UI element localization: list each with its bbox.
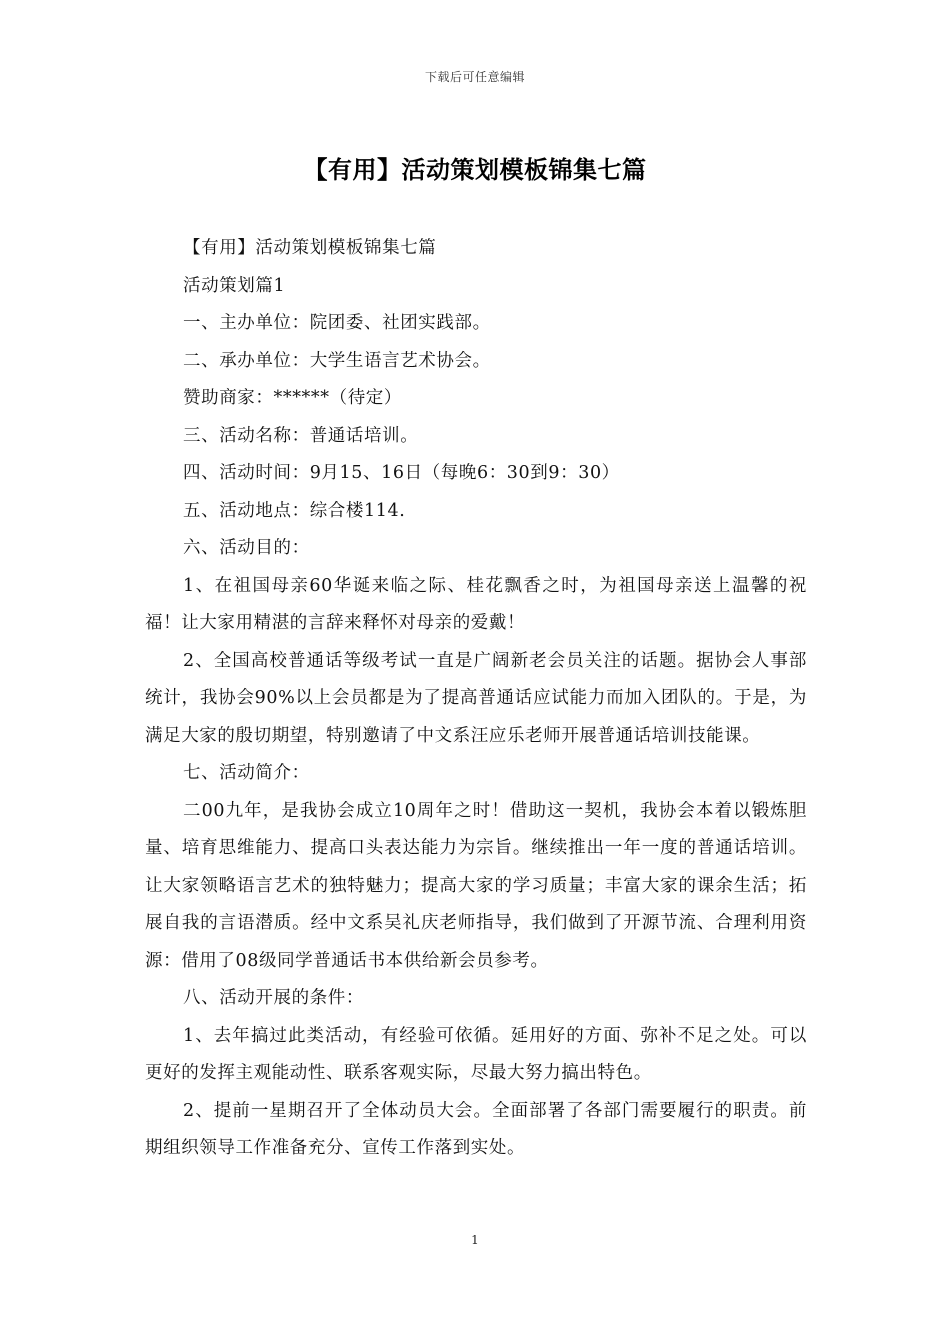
paragraph-condition-2: 2、提前一星期召开了全体动员大会。全面部署了各部门需要履行的职责。前期组织领导工作准备充分、宣传工作落到实处。 bbox=[145, 1100, 807, 1158]
header-note: 下载后可任意编辑 bbox=[424, 70, 525, 84]
paragraph-purpose-heading: 六、活动目的： bbox=[183, 538, 310, 558]
paragraph-conditions-heading: 八、活动开展的条件： bbox=[183, 988, 364, 1008]
paragraph-subtitle: 【有用】活动策划模板锦集七篇 bbox=[183, 238, 437, 258]
paragraph-purpose-1: 1、在祖国母亲60华诞来临之际、桂花飘香之时，为祖国母亲送上温馨的祝福！让大家用精湛的言辞来释怀对母亲的爱戴！ bbox=[145, 575, 807, 633]
paragraph-purpose-2: 2、全国高校普通话等级考试一直是广阔新老会员关注的话题。据协会人事部统计，我协会90%以上会员都是为了提高普通话应试能力而加入团队的。于是，为满足大家的殷切期望，特别邀请了中文系汪应乐老师开展普通话培训技能课。 bbox=[145, 650, 807, 746]
paragraph-intro: 二00九年，是我协会成立10周年之时！借助这一契机，我协会本着以锻炼胆量、培育思维能力、提高口头表达能力为宗旨。继续推出一年一度的普通话培训。让大家领略语言艺术的独特魅力；提高大家的学习质量；丰富大家的课余生活；拓展自我的言语潜质。经中文系吴礼庆老师指导，我们做到了开源节流、合理利用资源：借用了08级同学普通话书本供给新会员参考。 bbox=[145, 800, 807, 971]
paragraph-activity-location: 五、活动地点：综合楼114. bbox=[183, 500, 406, 521]
paragraph-organizer: 一、主办单位：院团委、社团实践部。 bbox=[183, 313, 491, 333]
paragraph-activity-time: 四、活动时间：9月15、16日（每晚6：30到9：30） bbox=[183, 463, 620, 483]
paragraph-intro-heading: 七、活动简介： bbox=[183, 763, 310, 783]
paragraph-section-heading: 活动策划篇1 bbox=[183, 275, 286, 296]
document-body bbox=[145, 230, 807, 1168]
paragraph-condition-1: 1、去年搞过此类活动，有经验可依循。延用好的方面、弥补不足之处。可以更好的发挥主观能动性、联系客观实际，尽最大努力搞出特色。 bbox=[145, 1025, 807, 1083]
document-title: 【有用】活动策划模板锦集七篇 bbox=[303, 156, 647, 184]
page-number: 1 bbox=[471, 1233, 479, 1247]
paragraph-sponsor: 赞助商家：******（待定） bbox=[183, 388, 402, 408]
paragraph-host: 二、承办单位：大学生语言艺术协会。 bbox=[183, 350, 491, 371]
paragraph-activity-name: 三、活动名称：普通话培训。 bbox=[183, 425, 419, 446]
